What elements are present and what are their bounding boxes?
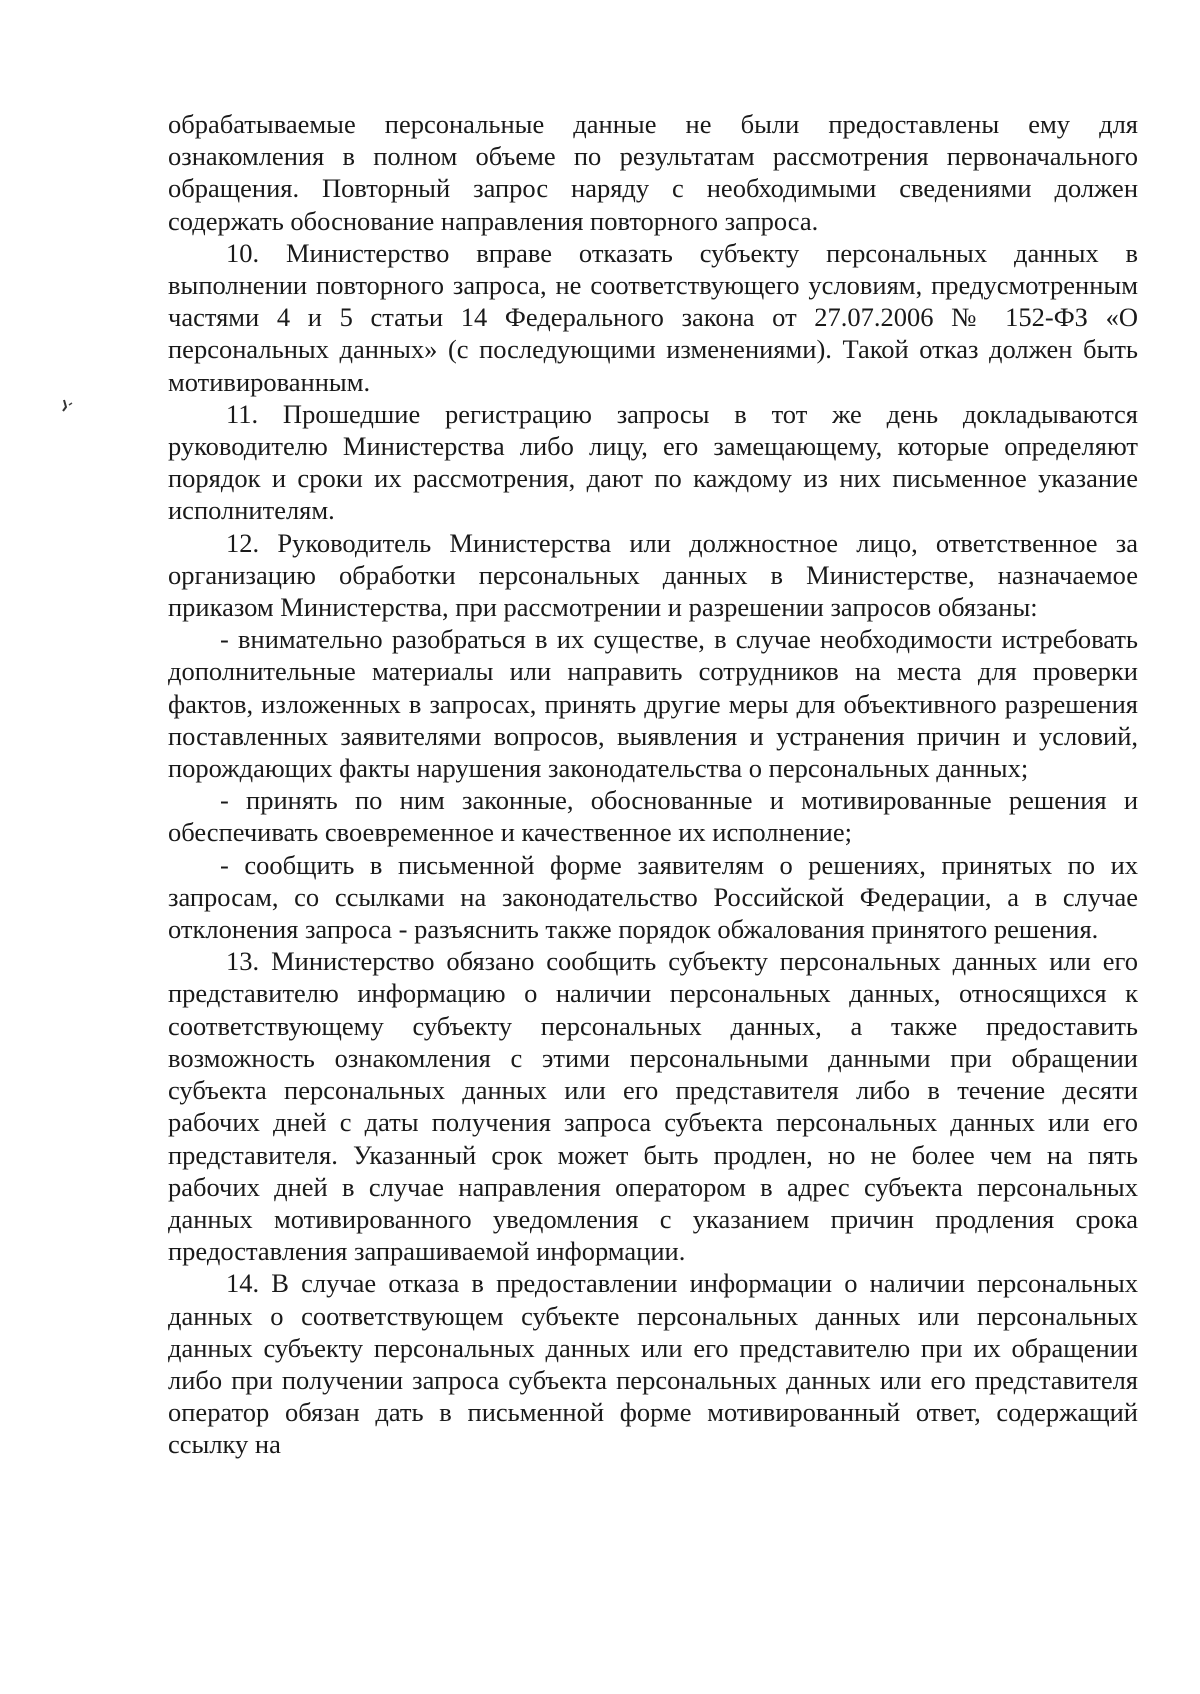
list-item-notify: - сообщить в письменной форме заявителям о решениях, принятых по их запросам, со ссылками на законодательство Российской Федерации, а в случае отклонения запроса - разъяснить также порядок обжалования принятого решения.	[168, 849, 1138, 945]
list-item-decide: - принять по ним законные, обоснованные и мотивированные решения и обеспечивать своевременное и качественное их исполнение;	[168, 785, 1138, 848]
paragraph-12: 12. Руководитель Министерства или должностное лицо, ответственное за организацию обработки персональных данных в Министерстве, назначаемое приказом Министерства, при рассмотрении и разрешении запросов обязаны:	[168, 527, 1138, 623]
scan-artifact-mark	[60, 398, 74, 414]
paragraph-10: 10. Министерство вправе отказать субъекту персональных данных в выполнении повторного запроса, не соответствующего условиям, предусмотренным частями 4 и 5 статьи 14 Федерального закона от 27.07.2006 № 152-ФЗ «О персональных данных» (с последующими изменениями). Такой отказ должен быть мотивированным.	[168, 237, 1138, 397]
list-item-investigate: - внимательно разобраться в их существе, в случае необходимости истребовать дополнительные материалы или направить сотрудников на места для проверки фактов, изложенных в запросах, принять другие меры для объективного разрешения поставленных заявителями вопросов, выявления и устранения причин и условий, порождающих факты нарушения законодательства о персональных данных;	[168, 624, 1138, 784]
paragraph-11: 11. Прошедшие регистрацию запросы в тот же день докладываются руководителю Министерства либо лицу, его замещающему, которые определяют порядок и сроки их рассмотрения, дают по каждому из них письменное указание исполнителям.	[168, 398, 1138, 526]
paragraph-continuation: обрабатываемые персональные данные не были предоставлены ему для ознакомления в полном объеме по результатам рассмотрения первоначального обращения. Повторный запрос наряду с необходимыми сведениями должен содержать обоснование направления повторного запроса.	[168, 109, 1138, 236]
document-body	[168, 108, 1138, 1461]
paragraph-13: 13. Министерство обязано сообщить субъекту персональных данных или его представителю информацию о наличии персональных данных, относящихся к соответствующему субъекту персональных данных, а также предоставить возможность ознакомления с этими персональными данными при обращении субъекта персональных данных или его представителя либо в течение десяти рабочих дней с даты получения запроса субъекта персональных данных или его представителя. Указанный срок может быть продлен, но не более чем на пять рабочих дней в случае направления оператором в адрес субъекта персональных данных мотивированного уведомления с указанием причин продления срока предоставления запрашиваемой информации.	[168, 946, 1138, 1267]
paragraph-14: 14. В случае отказа в предоставлении информации о наличии персональных данных о соответствующем субъекте персональных данных или персональных данных субъекту персональных данных или его представителю при их обращении либо при получении запроса субъекта персональных данных или его представителя оператор обязан дать в письменной форме мотивированный ответ, содержащий ссылку на	[168, 1268, 1138, 1460]
